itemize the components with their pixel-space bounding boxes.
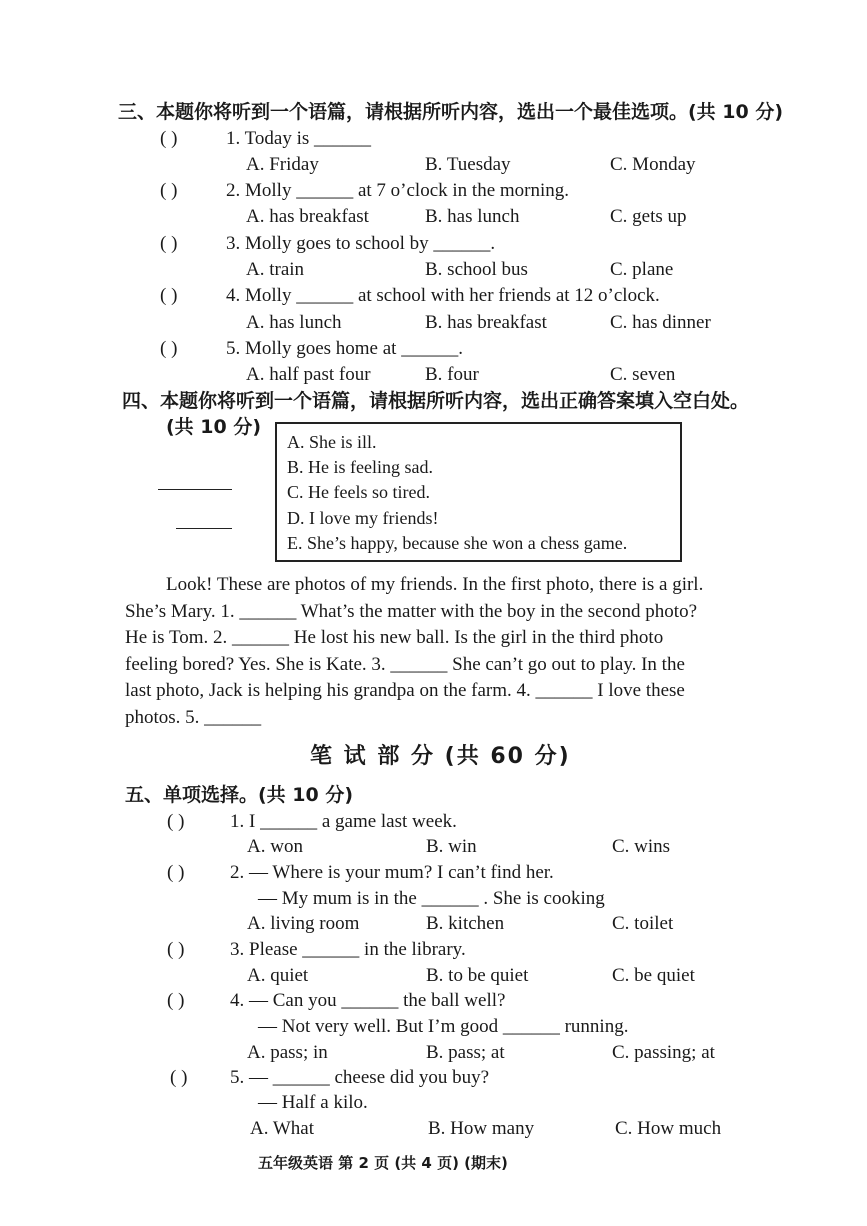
q3-1-option-a: A. Friday — [246, 154, 319, 175]
q5-5-option-a: A. What — [250, 1118, 315, 1139]
passage-line-2: She’s Mary. 1. ______ What’s the matter with the boy in the second photo? — [125, 601, 698, 622]
q5-1-option-b: B. win — [426, 836, 477, 857]
q3-4-option-c: C. has dinner — [610, 312, 711, 333]
q5-4-option-c: C. passing; at — [612, 1042, 715, 1063]
stray-rule — [176, 528, 232, 529]
q3-2-option-a: A. has breakfast — [246, 206, 369, 227]
q5-3-answer-paren[interactable]: ( ) — [167, 939, 185, 960]
q5-3-stem: 3. Please ______ in the library. — [230, 939, 466, 960]
box-option-a: A. She is ill. — [287, 432, 377, 452]
passage-line-3: He is Tom. 2. ______ He lost his new ball. Is the girl in the third photo — [125, 627, 664, 648]
q5-4-answer-paren[interactable]: ( ) — [167, 990, 185, 1011]
written-section-title: 笔 试 部 分 (共 60 分) — [310, 744, 571, 769]
q3-5-stem: 5. Molly goes home at ______. — [226, 338, 463, 359]
q5-2-option-c: C. toilet — [612, 913, 674, 934]
passage-line-1: Look! These are photos of my friends. In the first photo, there is a girl. — [166, 574, 704, 595]
box-option-d: D. I love my friends! — [287, 508, 439, 528]
q5-2-option-b: B. kitchen — [426, 913, 505, 934]
q5-5-stem-reply: — Half a kilo. — [258, 1092, 368, 1113]
q3-5-option-c: C. seven — [610, 364, 676, 385]
q3-4-option-a: A. has lunch — [246, 312, 342, 333]
q3-2-answer-paren[interactable]: ( ) — [160, 180, 178, 201]
q3-5-option-a: A. half past four — [246, 364, 371, 385]
q3-5-option-b: B. four — [425, 364, 479, 385]
q3-1-answer-paren[interactable]: ( ) — [160, 128, 178, 149]
section4-heading: 四、本题你将听到一个语篇，请根据所听内容，选出正确答案填入空白处。 — [122, 390, 750, 412]
passage-line-6: photos. 5. ______ — [125, 707, 262, 728]
q5-1-option-a: A. won — [247, 836, 303, 857]
q3-1-stem: 1. Today is ______ — [226, 128, 372, 149]
q5-5-answer-paren[interactable]: ( ) — [170, 1067, 188, 1088]
q3-4-option-b: B. has breakfast — [425, 312, 547, 333]
q5-3-option-b: B. to be quiet — [426, 965, 529, 986]
q5-2-stem-reply: — My mum is in the ______ . She is cooking — [258, 888, 605, 909]
q5-1-stem: 1. I ______ a game last week. — [230, 811, 457, 832]
q3-3-option-a: A. train — [246, 259, 305, 280]
q5-1-answer-paren[interactable]: ( ) — [167, 811, 185, 832]
passage-line-4: feeling bored? Yes. She is Kate. 3. ______ She can’t go out to play. In the — [125, 654, 685, 675]
q3-3-option-c: C. plane — [610, 259, 674, 280]
q5-5-option-c: C. How much — [615, 1118, 722, 1139]
stray-rule — [158, 489, 232, 490]
section3-heading: 三、本题你将听到一个语篇，请根据所听内容，选出一个最佳选项。(共 10 分) — [118, 101, 784, 123]
q5-3-option-a: A. quiet — [247, 965, 309, 986]
q3-1-option-b: B. Tuesday — [425, 154, 511, 175]
q3-5-answer-paren[interactable]: ( ) — [160, 338, 178, 359]
box-option-b: B. He is feeling sad. — [287, 457, 433, 477]
section5-heading: 五、单项选择。(共 10 分) — [125, 784, 354, 806]
q5-2-stem: 2. — Where is your mum? I can’t find her. — [230, 862, 554, 883]
q5-2-option-a: A. living room — [247, 913, 360, 934]
passage-line-5: last photo, Jack is helping his grandpa on the farm. 4. ______ I love these — [125, 680, 685, 701]
section4-points: (共 10 分) — [166, 416, 262, 438]
q5-2-answer-paren[interactable]: ( ) — [167, 862, 185, 883]
q5-1-option-c: C. wins — [612, 836, 671, 857]
q5-3-option-c: C. be quiet — [612, 965, 695, 986]
q3-3-option-b: B. school bus — [425, 259, 528, 280]
q3-2-option-b: B. has lunch — [425, 206, 520, 227]
q3-4-answer-paren[interactable]: ( ) — [160, 285, 178, 306]
q5-5-stem: 5. — ______ cheese did you buy? — [230, 1067, 490, 1088]
q3-2-stem: 2. Molly ______ at 7 o’clock in the morning. — [226, 180, 570, 201]
q5-5-option-b: B. How many — [428, 1118, 535, 1139]
q3-3-answer-paren[interactable]: ( ) — [160, 233, 178, 254]
q3-4-stem: 4. Molly ______ at school with her friends at 12 o’clock. — [226, 285, 660, 306]
box-option-c: C. He feels so tired. — [287, 482, 430, 502]
q3-2-option-c: C. gets up — [610, 206, 687, 227]
q3-3-stem: 3. Molly goes to school by ______. — [226, 233, 496, 254]
q3-1-option-c: C. Monday — [610, 154, 696, 175]
q5-4-stem-reply: — Not very well. But I’m good ______ running. — [258, 1016, 629, 1037]
q5-4-option-b: B. pass; at — [426, 1042, 505, 1063]
page-footer: 五年级英语 第 2 页 (共 4 页) (期末) — [258, 1154, 508, 1172]
q5-4-stem: 4. — Can you ______ the ball well? — [230, 990, 506, 1011]
q5-4-option-a: A. pass; in — [247, 1042, 328, 1063]
box-option-e: E. She’s happy, because she won a chess game. — [287, 533, 628, 553]
